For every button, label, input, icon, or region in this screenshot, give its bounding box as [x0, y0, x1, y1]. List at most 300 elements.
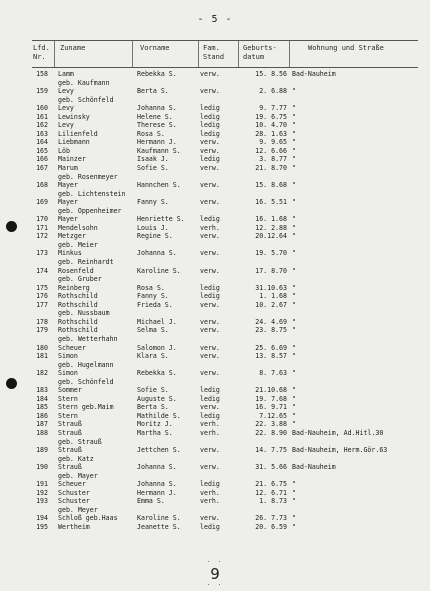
- cell-firstname: Sofie S.: [137, 164, 169, 173]
- cell-surname: Simon: [58, 352, 78, 361]
- cell-address: ": [292, 155, 296, 164]
- cell-birthdate: 21. 8.70: [255, 164, 287, 173]
- table-row: [0, 267, 430, 276]
- cell-birthdate: 22. 3.88: [255, 420, 287, 429]
- cell-birthdate: 23. 8.75: [255, 326, 287, 335]
- cell-surname: Rothschild: [58, 326, 98, 335]
- cell-surname: Reinberg: [58, 283, 90, 292]
- cell-surname: Strauß: [58, 463, 82, 472]
- table-row: [0, 190, 430, 199]
- cell-surname: Simon: [58, 369, 78, 378]
- cell-firstname: Johanna S.: [137, 480, 177, 489]
- cell-firstname: Hermann J.: [137, 138, 177, 147]
- cell-surname: Metzger: [58, 232, 86, 241]
- cell-family-status: verw.: [200, 70, 220, 78]
- cell-surname: Lewinsky: [58, 112, 90, 121]
- cell-address: ": [292, 104, 296, 113]
- cell-family-status: ledig: [200, 394, 220, 403]
- table-row: [0, 386, 430, 395]
- cell-surname: Sommer: [58, 386, 82, 395]
- cell-row-number: 182: [36, 369, 48, 378]
- cell-row-number: 179: [36, 326, 48, 335]
- table-row: [0, 258, 430, 267]
- cell-row-number: 184: [36, 394, 48, 403]
- table-row: [0, 378, 430, 387]
- cell-family-status: verw.: [200, 317, 220, 326]
- table-row: [0, 455, 430, 464]
- table-row: [0, 173, 430, 182]
- footer-marks: . .: [206, 580, 224, 587]
- table-row: [0, 121, 430, 130]
- cell-family-status: verw.: [200, 446, 220, 455]
- cell-family-status: verh.: [200, 428, 220, 437]
- cell-birthdate: 15. 8.56: [255, 70, 287, 78]
- cell-row-number: 171: [36, 223, 48, 232]
- cell-row-number: 183: [36, 386, 48, 395]
- cell-family-status: ledig: [200, 121, 220, 130]
- header-bottom-rule: [32, 67, 418, 68]
- col-divider: [54, 41, 55, 67]
- cell-surname: geb. Oppenheimer: [58, 206, 122, 215]
- cell-surname: geb. Wetterhahn: [58, 334, 118, 343]
- cell-family-status: ledig: [200, 411, 220, 420]
- cell-birthdate: 7.12.65: [259, 411, 287, 420]
- cell-family-status: ledig: [200, 522, 220, 531]
- cell-address: ": [292, 394, 296, 403]
- cell-surname: Mendelsohn: [58, 223, 98, 232]
- table-row: [0, 138, 430, 147]
- cell-family-status: verw.: [200, 138, 220, 147]
- table-row: [0, 412, 430, 421]
- table-row: [0, 463, 430, 472]
- cell-firstname: Helene S.: [137, 112, 173, 121]
- col-divider: [132, 41, 133, 67]
- cell-family-status: verw.: [200, 326, 220, 335]
- cell-row-number: 158: [36, 70, 48, 78]
- cell-surname: Mainzer: [58, 155, 86, 164]
- table-row: [0, 326, 430, 335]
- cell-row-number: 194: [36, 514, 48, 523]
- cell-row-number: 164: [36, 138, 48, 147]
- cell-firstname: Regine S.: [137, 232, 173, 241]
- cell-row-number: 187: [36, 420, 48, 429]
- cell-address: ": [292, 352, 296, 361]
- cell-surname: geb. Katz: [58, 454, 94, 463]
- cell-birthdate: 26. 7.73: [255, 514, 287, 523]
- cell-birthdate: 17. 8.70: [255, 266, 287, 275]
- cell-firstname: Moritz J.: [137, 420, 173, 429]
- cell-family-status: verh.: [200, 488, 220, 497]
- cell-firstname: Berta S.: [137, 403, 169, 412]
- cell-birthdate: 12. 2.88: [255, 223, 287, 232]
- table-row: [0, 147, 430, 156]
- cell-family-status: ledig: [200, 283, 220, 292]
- table-row: [0, 104, 430, 113]
- table-row: [0, 335, 430, 344]
- cell-firstname: Therese S.: [137, 121, 177, 130]
- cell-firstname: Rebekka S.: [137, 70, 177, 78]
- cell-birthdate: 1. 1.68: [259, 292, 287, 301]
- cell-birthdate: 19. 5.70: [255, 249, 287, 258]
- cell-family-status: verw.: [200, 514, 220, 523]
- cell-birthdate: 20.12.64: [255, 232, 287, 241]
- cell-address: ": [292, 266, 296, 275]
- table-row: [0, 344, 430, 353]
- cell-row-number: 189: [36, 446, 48, 455]
- table-row: [0, 438, 430, 447]
- table-row: [0, 292, 430, 301]
- cell-firstname: Hannchen S.: [137, 181, 181, 190]
- cell-address: Bad-Nauheim, Ad.Hitl.30: [292, 428, 384, 437]
- cell-firstname: Karoline S.: [137, 514, 181, 523]
- cell-family-status: ledig: [200, 155, 220, 164]
- cell-surname: geb. Meier: [58, 240, 98, 249]
- cell-row-number: 163: [36, 129, 48, 138]
- cell-family-status: verh.: [200, 223, 220, 232]
- cell-firstname: Johanna S.: [137, 249, 177, 258]
- cell-birthdate: 21.10.68: [255, 386, 287, 395]
- cell-firstname: Johanna S.: [137, 463, 177, 472]
- cell-firstname: Rosa S.: [137, 283, 165, 292]
- table-row: [0, 480, 430, 489]
- cell-row-number: 185: [36, 403, 48, 412]
- table-row: [0, 506, 430, 515]
- cell-row-number: 161: [36, 112, 48, 121]
- cell-row-number: 193: [36, 497, 48, 506]
- table-row: [0, 361, 430, 370]
- cell-surname: Löb: [58, 146, 70, 155]
- table-row: [0, 224, 430, 233]
- table-row: [0, 318, 430, 327]
- table-row: [0, 446, 430, 455]
- punch-hole: [6, 378, 17, 389]
- col-divider: [289, 41, 290, 67]
- table-row: [0, 429, 430, 438]
- cell-birthdate: 1. 8.73: [259, 497, 287, 506]
- header-firstname: Vorname: [140, 44, 170, 52]
- cell-surname: Levy: [58, 87, 74, 96]
- cell-birthdate: 10. 4.70: [255, 121, 287, 130]
- cell-address: ": [292, 215, 296, 224]
- cell-address: ": [292, 129, 296, 138]
- cell-family-status: verw.: [200, 249, 220, 258]
- col-divider: [238, 41, 239, 67]
- cell-row-number: 175: [36, 283, 48, 292]
- table-row: [0, 275, 430, 284]
- cell-birthdate: 25. 6.69: [255, 343, 287, 352]
- cell-birthdate: 9. 9.65: [259, 138, 287, 147]
- cell-family-status: ledig: [200, 129, 220, 138]
- cell-family-status: verw.: [200, 352, 220, 361]
- cell-birthdate: 3. 8.77: [259, 155, 287, 164]
- table-row: [0, 241, 430, 250]
- cell-address: ": [292, 497, 296, 506]
- table-row: [0, 87, 430, 96]
- header-birthdate: Geburts- datum: [243, 44, 277, 61]
- cell-firstname: Louis J.: [137, 223, 169, 232]
- table-row: [0, 309, 430, 318]
- cell-firstname: Mathilde S.: [137, 411, 181, 420]
- header-nr: Lfd. Nr.: [33, 44, 50, 61]
- cell-surname: Stern: [58, 411, 78, 420]
- cell-surname: Rosenfeld: [58, 266, 94, 275]
- cell-birthdate: 13. 8.57: [255, 352, 287, 361]
- cell-row-number: 159: [36, 87, 48, 96]
- cell-surname: Lilienfeld: [58, 129, 98, 138]
- cell-address: ": [292, 164, 296, 173]
- cell-address: ": [292, 420, 296, 429]
- header-family-status: Fam. Stand: [203, 44, 225, 61]
- cell-address: ": [292, 326, 296, 335]
- table-row: [0, 301, 430, 310]
- cell-row-number: 168: [36, 181, 48, 190]
- cell-family-status: ledig: [200, 386, 220, 395]
- punch-hole: [6, 221, 17, 232]
- cell-firstname: Isaak J.: [137, 155, 169, 164]
- cell-row-number: 160: [36, 104, 48, 113]
- table-row: [0, 113, 430, 122]
- cell-family-status: verw.: [200, 403, 220, 412]
- table-row: [0, 130, 430, 139]
- cell-address: ": [292, 411, 296, 420]
- table-row: [0, 164, 430, 173]
- cell-surname: Strauß: [58, 428, 82, 437]
- cell-address: Bad-Nauheim: [292, 463, 336, 472]
- cell-row-number: 192: [36, 488, 48, 497]
- cell-surname: Lamm: [58, 70, 74, 78]
- cell-firstname: Johanna S.: [137, 104, 177, 113]
- cell-surname: Scheuer: [58, 480, 86, 489]
- cell-address: ": [292, 403, 296, 412]
- table-row: [0, 403, 430, 412]
- table-row: [0, 352, 430, 361]
- cell-row-number: 190: [36, 463, 48, 472]
- cell-firstname: Auguste S.: [137, 394, 177, 403]
- cell-surname: Stern geb.Maim: [58, 403, 114, 412]
- cell-family-status: verw.: [200, 266, 220, 275]
- table-row: [0, 420, 430, 429]
- cell-address: ": [292, 514, 296, 523]
- cell-surname: Strauß: [58, 420, 82, 429]
- cell-firstname: Sofie S.: [137, 386, 169, 395]
- table-row: [0, 96, 430, 105]
- table-row: [0, 369, 430, 378]
- cell-surname: Minkus: [58, 249, 82, 258]
- cell-surname: Mayer: [58, 198, 78, 207]
- cell-address: ": [292, 121, 296, 130]
- cell-address: Bad-Nauheim: [292, 70, 336, 78]
- cell-row-number: 166: [36, 155, 48, 164]
- cell-birthdate: 22. 8.90: [255, 428, 287, 437]
- cell-birthdate: 21. 6.75: [255, 480, 287, 489]
- cell-birthdate: 19. 7.68: [255, 394, 287, 403]
- cell-address: ": [292, 522, 296, 531]
- cell-firstname: Kaufmann S.: [137, 146, 181, 155]
- cell-row-number: 176: [36, 292, 48, 301]
- cell-row-number: 169: [36, 198, 48, 207]
- table-row: [0, 232, 430, 241]
- table-row: [0, 198, 430, 207]
- cell-family-status: ledig: [200, 292, 220, 301]
- cell-firstname: Henriette S.: [137, 215, 185, 224]
- cell-surname: Marum: [58, 164, 78, 173]
- cell-row-number: 191: [36, 480, 48, 489]
- cell-address: ": [292, 112, 296, 121]
- cell-surname: Wertheim: [58, 522, 90, 531]
- cell-surname: Schloß geb.Haas: [58, 514, 118, 523]
- cell-surname: geb. Rosenmeyer: [58, 172, 118, 181]
- cell-surname: Levy: [58, 121, 74, 130]
- cell-row-number: 162: [36, 121, 48, 130]
- cell-row-number: 180: [36, 343, 48, 352]
- cell-surname: Schuster: [58, 497, 90, 506]
- page-marker: - 5 -: [197, 14, 233, 25]
- cell-address: ": [292, 249, 296, 258]
- cell-firstname: Rebekka S.: [137, 369, 177, 378]
- table-row: [0, 70, 430, 79]
- cell-surname: Liebmann: [58, 138, 90, 147]
- cell-row-number: 170: [36, 215, 48, 224]
- cell-firstname: Selma S.: [137, 326, 169, 335]
- cell-firstname: Hermann J.: [137, 488, 177, 497]
- cell-surname: geb. Strauß: [58, 437, 102, 446]
- cell-family-status: verw.: [200, 181, 220, 190]
- cell-row-number: 186: [36, 411, 48, 420]
- table-row: [0, 181, 430, 190]
- header-top-rule: [32, 40, 418, 41]
- cell-row-number: 173: [36, 249, 48, 258]
- cell-firstname: Berta S.: [137, 87, 169, 96]
- cell-family-status: ledig: [200, 112, 220, 121]
- cell-birthdate: 28. 1.63: [255, 129, 287, 138]
- cell-address: ": [292, 488, 296, 497]
- cell-family-status: ledig: [200, 104, 220, 113]
- cell-birthdate: 24. 4.69: [255, 317, 287, 326]
- cell-address: ": [292, 198, 296, 207]
- cell-address: ": [292, 317, 296, 326]
- cell-row-number: 167: [36, 164, 48, 173]
- cell-surname: geb. Meyer: [58, 505, 98, 514]
- cell-row-number: 178: [36, 317, 48, 326]
- cell-address: ": [292, 223, 296, 232]
- cell-family-status: verw.: [200, 198, 220, 207]
- cell-surname: Mayer: [58, 215, 78, 224]
- cell-birthdate: 16. 9.71: [255, 403, 287, 412]
- cell-surname: geb. Kaufmann: [58, 78, 110, 87]
- cell-family-status: verh.: [200, 420, 220, 429]
- footer-page-number: 9: [210, 565, 220, 583]
- cell-family-status: verw.: [200, 300, 220, 309]
- cell-row-number: 172: [36, 232, 48, 241]
- header-address: Wohnung und Straße: [308, 44, 384, 52]
- cell-address: ": [292, 300, 296, 309]
- table-row: [0, 489, 430, 498]
- header-surname: Zuname: [60, 44, 86, 52]
- cell-address: ": [292, 369, 296, 378]
- cell-firstname: Fanny S.: [137, 198, 169, 207]
- cell-address: Bad-Nauheim, Herm.Gör.63: [292, 446, 388, 455]
- cell-family-status: verw.: [200, 232, 220, 241]
- cell-firstname: Fanny S.: [137, 292, 169, 301]
- cell-address: ": [292, 232, 296, 241]
- cell-family-status: verw.: [200, 343, 220, 352]
- cell-address: ": [292, 138, 296, 147]
- cell-address: ": [292, 480, 296, 489]
- cell-address: ": [292, 386, 296, 395]
- cell-firstname: Karoline S.: [137, 266, 181, 275]
- cell-firstname: Martha S.: [137, 428, 173, 437]
- cell-birthdate: 15. 8.68: [255, 181, 287, 190]
- table-row: [0, 472, 430, 481]
- cell-surname: Strauß: [58, 446, 82, 455]
- cell-address: ": [292, 283, 296, 292]
- cell-address: ": [292, 181, 296, 190]
- cell-surname: geb. Gruber: [58, 275, 102, 284]
- table-row: [0, 79, 430, 88]
- table-row: [0, 215, 430, 224]
- register-table: [0, 70, 430, 532]
- table-row: [0, 497, 430, 506]
- cell-address: ": [292, 87, 296, 96]
- cell-birthdate: 19. 6.75: [255, 112, 287, 121]
- table-row: [0, 249, 430, 258]
- cell-surname: geb. Schönfeld: [58, 377, 114, 386]
- cell-row-number: 165: [36, 146, 48, 155]
- cell-surname: Stern: [58, 394, 78, 403]
- cell-firstname: Michael J.: [137, 317, 177, 326]
- cell-birthdate: 14. 7.75: [255, 446, 287, 455]
- cell-firstname: Jettchen S.: [137, 446, 181, 455]
- table-row: [0, 395, 430, 404]
- cell-firstname: Jeanette S.: [137, 522, 181, 531]
- cell-family-status: ledig: [200, 215, 220, 224]
- cell-birthdate: 2. 6.88: [259, 87, 287, 96]
- cell-surname: Rothschild: [58, 292, 98, 301]
- cell-surname: geb. Mayer: [58, 471, 98, 480]
- cell-row-number: 181: [36, 352, 48, 361]
- cell-surname: geb. Lichtenstein: [58, 189, 126, 198]
- cell-address: ": [292, 146, 296, 155]
- cell-row-number: 188: [36, 428, 48, 437]
- cell-family-status: verw.: [200, 164, 220, 173]
- cell-surname: geb. Schönfeld: [58, 95, 114, 104]
- cell-surname: geb. Hugelmann: [58, 360, 114, 369]
- cell-firstname: Klara S.: [137, 352, 169, 361]
- cell-surname: geb. Reinhardt: [58, 258, 114, 267]
- cell-birthdate: 31. 5.66: [255, 463, 287, 472]
- cell-surname: geb. Nussbaum: [58, 309, 110, 318]
- cell-address: ": [292, 292, 296, 301]
- cell-surname: Rothschild: [58, 300, 98, 309]
- cell-birthdate: 8. 7.63: [259, 369, 287, 378]
- cell-surname: Levy: [58, 104, 74, 113]
- col-divider: [198, 41, 199, 67]
- table-row: [0, 155, 430, 164]
- table-row: [0, 284, 430, 293]
- cell-birthdate: 16. 5.51: [255, 198, 287, 207]
- table-row: [0, 207, 430, 216]
- cell-family-status: verw.: [200, 146, 220, 155]
- cell-birthdate: 16. 1.68: [255, 215, 287, 224]
- cell-family-status: verw.: [200, 369, 220, 378]
- cell-family-status: verw.: [200, 463, 220, 472]
- footer-marks: . .: [206, 557, 224, 564]
- cell-birthdate: 9. 7.77: [259, 104, 287, 113]
- cell-birthdate: 10. 2.67: [255, 300, 287, 309]
- cell-birthdate: 12. 6.71: [255, 488, 287, 497]
- cell-surname: Rothschild: [58, 317, 98, 326]
- cell-family-status: verh.: [200, 497, 220, 506]
